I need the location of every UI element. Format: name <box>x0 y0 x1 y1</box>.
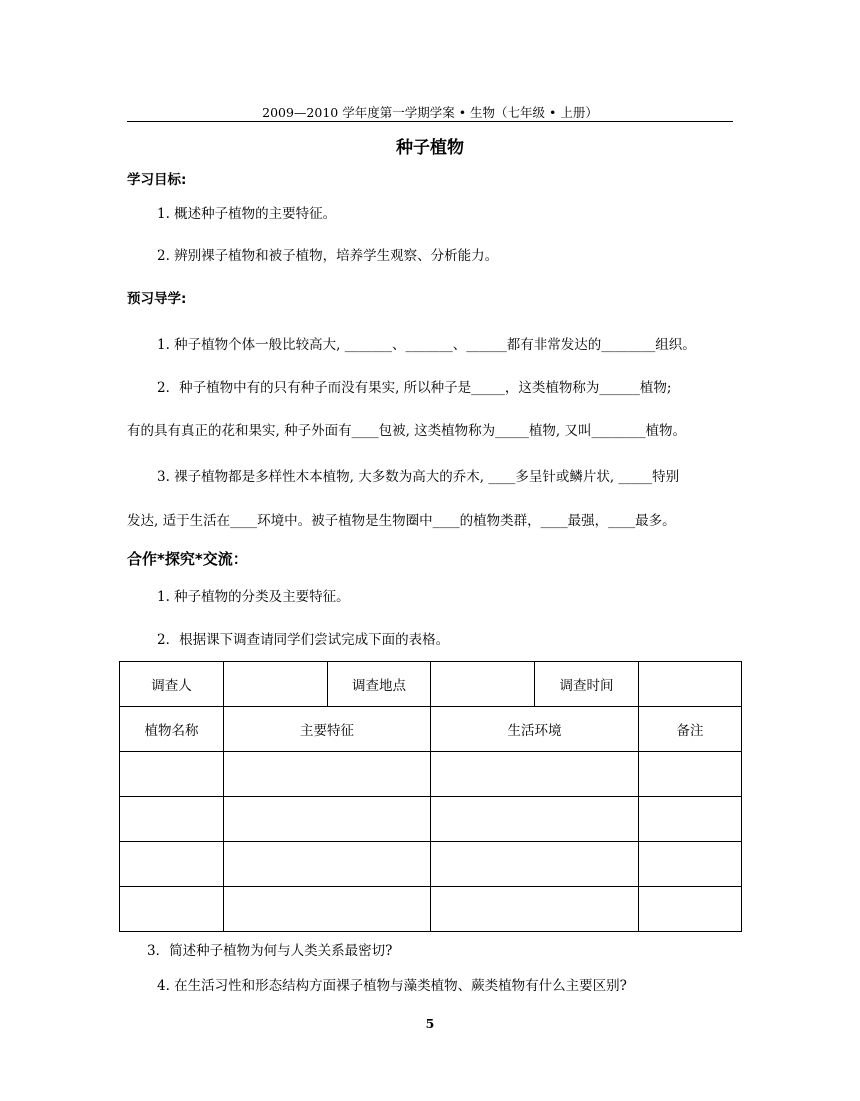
cooperate-item: 1. 种子植物的分类及主要特征。 <box>157 589 350 605</box>
col-header-environment: 生活环境 <box>431 707 639 752</box>
survey-table <box>119 661 742 932</box>
preview-line: 2．种子植物中有的只有种子而没有果实, 所以种子是_____，这类植物称为______植物; <box>157 380 672 396</box>
notes-cell[interactable] <box>639 797 742 842</box>
investigator-label: 调查人 <box>120 662 224 707</box>
environment-cell[interactable] <box>431 797 639 842</box>
goal-item: 1. 概述种子植物的主要特征。 <box>157 206 337 222</box>
time-label: 调查时间 <box>535 662 639 707</box>
preview-heading: 预习导学: <box>127 291 187 307</box>
col-header-plant-name: 植物名称 <box>120 707 224 752</box>
table-info-row <box>120 662 742 707</box>
plant-name-cell[interactable] <box>120 752 224 797</box>
table-row <box>120 752 742 797</box>
table-row <box>120 797 742 842</box>
preview-line: 3. 裸子植物都是多样性木本植物, 大多数为高大的乔木, ____多呈针或鳞片状, _____特别 <box>157 469 680 485</box>
cooperate-heading: 合作*探究*交流： <box>127 550 248 568</box>
location-label: 调查地点 <box>328 662 431 707</box>
time-cell[interactable] <box>639 662 742 707</box>
cooperate-item: 2．根据课下调查请同学们尝试完成下面的表格。 <box>157 632 450 648</box>
page-title: 种子植物 <box>396 138 464 158</box>
question-item: 3．简述种子植物为何与人类关系最密切? <box>147 943 393 959</box>
table-row <box>120 887 742 932</box>
notes-cell[interactable] <box>639 887 742 932</box>
environment-cell[interactable] <box>431 752 639 797</box>
features-cell[interactable] <box>224 842 431 887</box>
environment-cell[interactable] <box>431 842 639 887</box>
features-cell[interactable] <box>224 752 431 797</box>
features-cell[interactable] <box>224 887 431 932</box>
preview-line: 有的具有真正的花和果实, 种子外面有____包被, 这类植物称为_____植物, 又叫________植物。 <box>127 423 686 439</box>
goals-heading: 学习目标: <box>127 172 187 188</box>
notes-cell[interactable] <box>639 842 742 887</box>
page-number: 5 <box>425 1016 435 1031</box>
investigator-cell[interactable] <box>224 662 328 707</box>
goal-item: 2. 辨别裸子植物和被子植物，培养学生观察、分析能力。 <box>157 248 499 264</box>
page-header: 2009—2010 学年度第一学期学案 • 生物（七年级 • 上册） <box>262 105 598 120</box>
notes-cell[interactable] <box>639 752 742 797</box>
col-header-notes: 备注 <box>639 707 742 752</box>
table-row <box>120 842 742 887</box>
col-header-features: 主要特征 <box>224 707 431 752</box>
table-header-row <box>120 707 742 752</box>
preview-line: 发达, 适于生活在____环境中。被子植物是生物圈中____的植物类群，____最强，____最多。 <box>127 513 676 529</box>
header-rule <box>127 121 733 122</box>
plant-name-cell[interactable] <box>120 797 224 842</box>
plant-name-cell[interactable] <box>120 842 224 887</box>
environment-cell[interactable] <box>431 887 639 932</box>
preview-line: 1. 种子植物个体一般比较高大, _______、_______、______都有非常发达的________组织。 <box>157 337 696 353</box>
question-item: 4. 在生活习性和形态结构方面裸子植物与藻类植物、蕨类植物有什么主要区别? <box>157 978 627 994</box>
plant-name-cell[interactable] <box>120 887 224 932</box>
features-cell[interactable] <box>224 797 431 842</box>
location-cell[interactable] <box>431 662 535 707</box>
